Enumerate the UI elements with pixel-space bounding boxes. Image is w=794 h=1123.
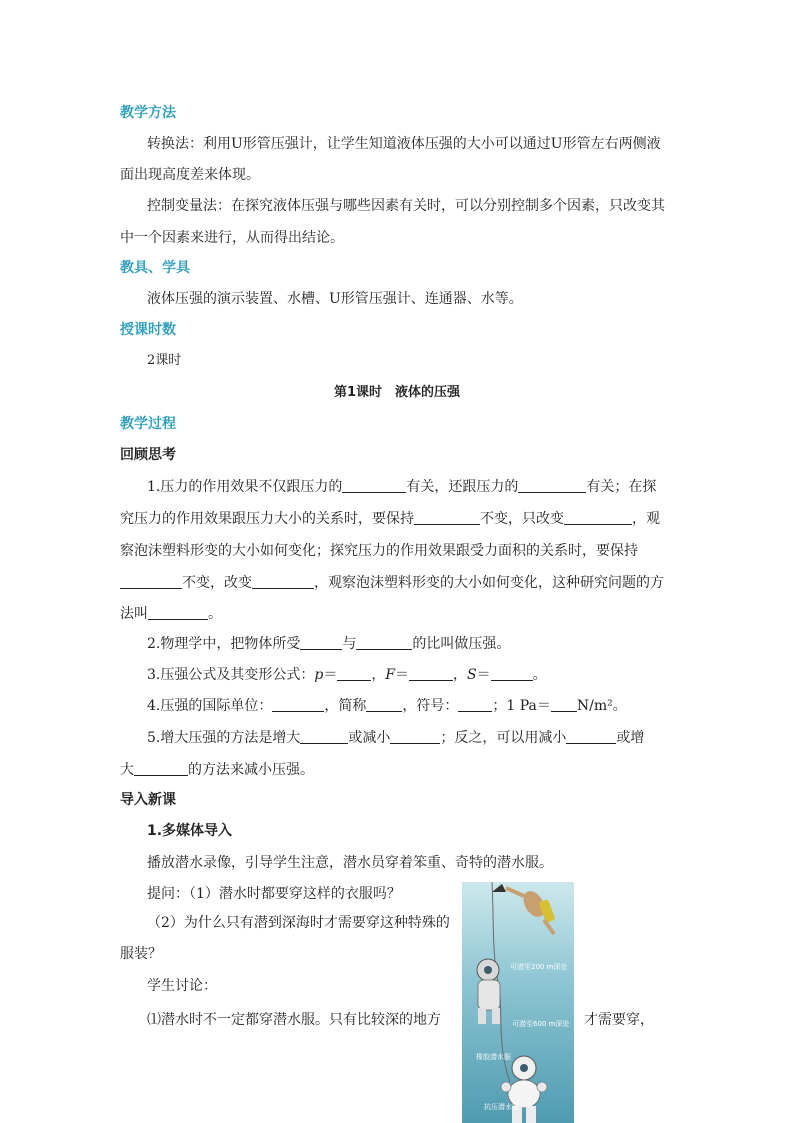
figure-caption: 可潜至600 m深处 <box>512 1020 570 1028</box>
answer-blank <box>458 697 492 712</box>
lesson-title: 第1课时 液体的压强 <box>333 385 461 400</box>
section-title-tools: 教具、学具 <box>120 260 190 276</box>
paragraph: 提问：（1）潜水时都要穿这样的衣服吗？ <box>147 886 401 902</box>
review-question-2: 2.物理学中，把物体所受 与 的比叫做压强。 <box>147 636 511 652</box>
section-title-method: 教学方法 <box>120 105 176 121</box>
answer-blank <box>134 761 188 776</box>
answer-blank <box>491 666 533 681</box>
paragraph: 学生讨论： <box>147 978 217 994</box>
paragraph: 才需要穿， <box>584 1012 654 1028</box>
answer-blank <box>272 697 324 712</box>
answer-blank <box>300 729 348 744</box>
answer-blank <box>342 478 406 493</box>
review-question-1-cont: 不变，改变 ，观察泡沫塑料形变的大小如何变化，这种研究问题的方 <box>120 573 664 593</box>
answer-blank <box>148 605 208 620</box>
paragraph: （2）为什么只有潜到深海时才需要穿这种特殊的 <box>147 915 450 931</box>
answer-blank <box>518 478 586 493</box>
answer-blank <box>366 697 402 712</box>
paragraph: 服装？ <box>120 946 162 962</box>
subsection-title-multimedia: 1.多媒体导入 <box>147 823 233 839</box>
answer-blank <box>390 729 440 744</box>
paragraph: ⑴潜水时不一定都穿潜水服。只有比较深的地方 <box>147 1012 441 1028</box>
paragraph: 控制变量法：在探究液体压强与哪些因素有关时，可以分别控制多个因素，只改变其 <box>147 198 665 214</box>
answer-blank <box>409 666 453 681</box>
answer-blank <box>337 666 371 681</box>
paragraph: 转换法：利用U形管压强计，让学生知道液体压强的大小可以通过U形管左右两侧液 <box>147 136 661 152</box>
diver-illustration <box>462 882 574 1123</box>
pressure-suit-diver <box>501 1056 547 1123</box>
figure-caption: 抗压潜水服 <box>484 1103 519 1111</box>
figure-caption: 可潜至200 m深处 <box>510 963 568 971</box>
rubber-suit-diver <box>477 959 500 1024</box>
section-title-hours: 授课时数 <box>120 322 176 338</box>
section-title-process: 教学过程 <box>120 416 176 432</box>
review-question-1-cont: 法叫 。 <box>120 606 222 622</box>
subsection-title-review: 回顾思考 <box>120 447 176 463</box>
answer-blank <box>120 574 182 589</box>
review-question-5-cont: 大 的方法来减小压强。 <box>120 762 314 778</box>
review-question-5: 5.增大压强的方法是增大 或减小 ；反之，可以用减小 或增 <box>147 730 645 746</box>
diver-drawing <box>462 882 574 1123</box>
review-question-4: 4.压强的国际单位： ，简称 ，符号： ；1 Pa＝ N/m²。 <box>147 698 627 714</box>
free-diver <box>492 884 555 934</box>
review-question-1-cont: 察泡沫塑料形变的大小如何变化；探究压力的作用效果跟受力面积的关系时，要保持 <box>120 543 638 559</box>
answer-blank <box>551 697 577 712</box>
paragraph: 中一个因素来进行，从而得出结论。 <box>120 230 344 246</box>
figure-caption: 橡胶潜水服 <box>476 1053 511 1061</box>
review-question-3: 3.压强公式及其变形公式：p＝ ，F＝ ，S＝ 。 <box>147 667 547 683</box>
review-question-1-cont: 究压力的作用效果跟压力大小的关系时，要保持 不变，只改变 ，观 <box>120 511 660 527</box>
answer-blank <box>356 635 412 650</box>
answer-blank <box>414 510 480 525</box>
review-question-1: 1.压力的作用效果不仅跟压力的 有关，还跟压力的 有关；在探 <box>147 479 657 495</box>
paragraph: 面出现高度差来体现。 <box>120 167 260 183</box>
answer-blank <box>300 635 342 650</box>
paragraph: 液体压强的演示装置、水槽、U形管压强计、连通器、水等。 <box>147 291 523 307</box>
subsection-title-intro: 导入新课 <box>120 792 176 808</box>
answer-blank <box>252 574 314 589</box>
paragraph: 播放潜水录像，引导学生注意，潜水员穿着笨重、奇特的潜水服。 <box>147 855 553 871</box>
paragraph: 2课时 <box>147 353 182 368</box>
answer-blank <box>566 729 616 744</box>
answer-blank <box>564 510 632 525</box>
